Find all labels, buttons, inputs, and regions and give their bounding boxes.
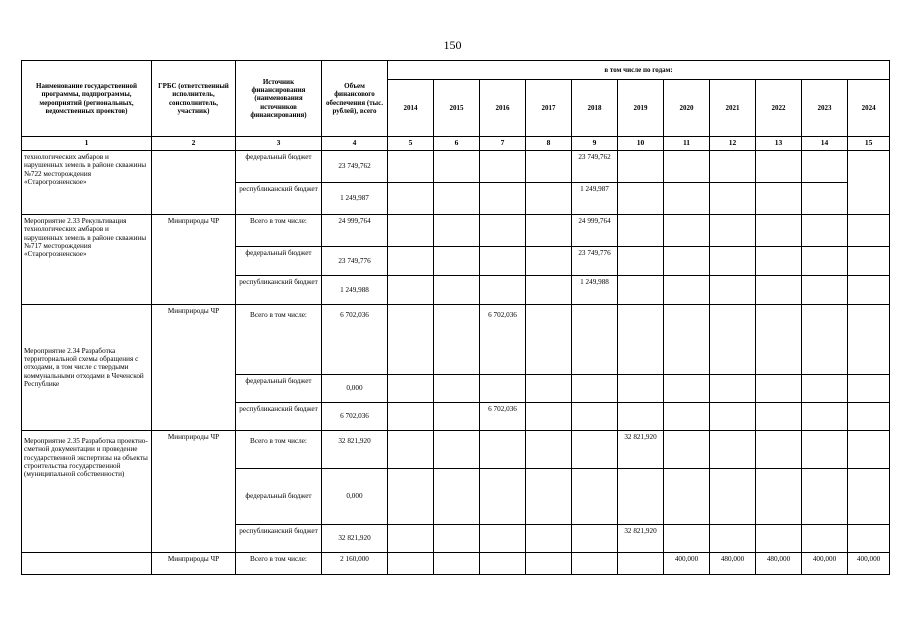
table-row bbox=[22, 431, 890, 469]
total-cell: 6 702,036 bbox=[322, 305, 388, 375]
source-cell: республиканский бюджет bbox=[236, 276, 322, 305]
year-2024-cell: 400,000 bbox=[848, 553, 890, 575]
header-grbs: ГРБС (ответственный исполнитель, соисполнитель, участник) bbox=[152, 61, 236, 137]
header-row-1 bbox=[22, 61, 890, 80]
year-2016-cell: 6 702,036 bbox=[480, 403, 526, 431]
measure-name: технологических амбаров и нарушенных земель в районе скважины №722 месторождения «Старогрозненское» bbox=[22, 151, 152, 215]
year-2016-cell: 6 702,036 bbox=[480, 305, 526, 375]
measure-name: Мероприятие 2.33 Рекультивация технологических амбаров и нарушенных земель в районе скважины №717 месторождения «Старогрозненское» bbox=[22, 215, 152, 305]
budget-table bbox=[21, 60, 890, 575]
year-2018-cell: 23 749,776 bbox=[572, 247, 618, 276]
header-year: 2023 bbox=[802, 80, 848, 137]
column-number: 14 bbox=[802, 137, 848, 151]
grbs-cell: Минприроды ЧР bbox=[152, 431, 236, 553]
table-row bbox=[22, 215, 890, 247]
column-number: 3 bbox=[236, 137, 322, 151]
column-number: 4 bbox=[322, 137, 388, 151]
year-2022-cell: 480,000 bbox=[756, 553, 802, 575]
total-cell: 0,000 bbox=[322, 469, 388, 525]
header-year: 2015 bbox=[434, 80, 480, 137]
table-row bbox=[22, 305, 890, 375]
column-number: 11 bbox=[664, 137, 710, 151]
header-year: 2020 bbox=[664, 80, 710, 137]
column-number: 9 bbox=[572, 137, 618, 151]
grbs-cell: Минприроды ЧР bbox=[152, 215, 236, 305]
total-cell: 1 249,988 bbox=[322, 276, 388, 305]
total-cell: 32 821,920 bbox=[322, 431, 388, 469]
column-number: 12 bbox=[710, 137, 756, 151]
measure-name: Мероприятие 2.35 Разработка проектно-сметной документации и проведение государственной экспертизы на объекты строительства государственной (муниципальной собственности) bbox=[22, 431, 152, 553]
column-number: 15 bbox=[848, 137, 890, 151]
column-number: 13 bbox=[756, 137, 802, 151]
year-2021-cell: 480,000 bbox=[710, 553, 756, 575]
table-row bbox=[22, 553, 890, 575]
header-year: 2022 bbox=[756, 80, 802, 137]
total-cell: 32 821,920 bbox=[322, 525, 388, 553]
source-cell: Всего в том числе: bbox=[236, 431, 322, 469]
source-cell: Всего в том числе: bbox=[236, 553, 322, 575]
source-cell: республиканский бюджет bbox=[236, 525, 322, 553]
header-year: 2014 bbox=[388, 80, 434, 137]
total-cell: 2 160,000 bbox=[322, 553, 388, 575]
total-cell: 23 749,762 bbox=[322, 151, 388, 183]
column-number: 7 bbox=[480, 137, 526, 151]
year-2018-cell: 1 249,988 bbox=[572, 276, 618, 305]
measure-name bbox=[22, 553, 152, 575]
year-2023-cell: 400,000 bbox=[802, 553, 848, 575]
total-cell: 0,000 bbox=[322, 375, 388, 403]
header-total: Объем финансового обеспечения (тыс. рублей), всего bbox=[322, 61, 388, 137]
source-cell: федеральный бюджет bbox=[236, 151, 322, 183]
year-2018-cell: 24 999,764 bbox=[572, 215, 618, 247]
total-cell: 23 749,776 bbox=[322, 247, 388, 276]
header-source: Источник финансирования (наименования источников финансирования) bbox=[236, 61, 322, 137]
column-number: 8 bbox=[526, 137, 572, 151]
year-2019-cell: 32 821,920 bbox=[618, 525, 664, 553]
source-cell: федеральный бюджет bbox=[236, 375, 322, 403]
column-number: 2 bbox=[152, 137, 236, 151]
source-cell: республиканский бюджет bbox=[236, 183, 322, 215]
year-2019-cell: 32 821,920 bbox=[618, 431, 664, 469]
column-number: 6 bbox=[434, 137, 480, 151]
total-cell: 24 999,764 bbox=[322, 215, 388, 247]
header-year: 2019 bbox=[618, 80, 664, 137]
source-cell: федеральный бюджет bbox=[236, 469, 322, 525]
column-number: 10 bbox=[618, 137, 664, 151]
header-years-group: в том числе по годам: bbox=[388, 61, 890, 80]
header-year: 2017 bbox=[526, 80, 572, 137]
column-number-row bbox=[22, 137, 890, 151]
column-number: 5 bbox=[388, 137, 434, 151]
header-year: 2024 bbox=[848, 80, 890, 137]
grbs-cell bbox=[152, 151, 236, 215]
table-row bbox=[22, 151, 890, 183]
source-cell: федеральный бюджет bbox=[236, 247, 322, 276]
year-2020-cell: 400,000 bbox=[664, 553, 710, 575]
total-cell: 6 702,036 bbox=[322, 403, 388, 431]
header-name: Наименование государственной программы, подпрограммы, мероприятий (региональных, ведомственных проектов) bbox=[22, 61, 152, 137]
source-cell: Всего в том числе: bbox=[236, 305, 322, 375]
grbs-cell: Минприроды ЧР bbox=[152, 305, 236, 431]
header-year: 2021 bbox=[710, 80, 756, 137]
total-cell: 1 249,987 bbox=[322, 183, 388, 215]
page-number: 150 bbox=[443, 38, 462, 52]
measure-name: Мероприятие 2.34 Разработка территориальной схемы обращения с отходами, в том числе с твердыми коммунальными отходами в Чеченской Республике bbox=[22, 305, 152, 431]
grbs-cell: Минприроды ЧР bbox=[152, 553, 236, 575]
source-cell: республиканский бюджет bbox=[236, 403, 322, 431]
source-cell: Всего в том числе: bbox=[236, 215, 322, 247]
header-year: 2016 bbox=[480, 80, 526, 137]
column-number: 1 bbox=[22, 137, 152, 151]
year-2018-cell: 23 749,762 bbox=[572, 151, 618, 183]
year-2018-cell: 1 249,987 bbox=[572, 183, 618, 215]
header-year: 2018 bbox=[572, 80, 618, 137]
